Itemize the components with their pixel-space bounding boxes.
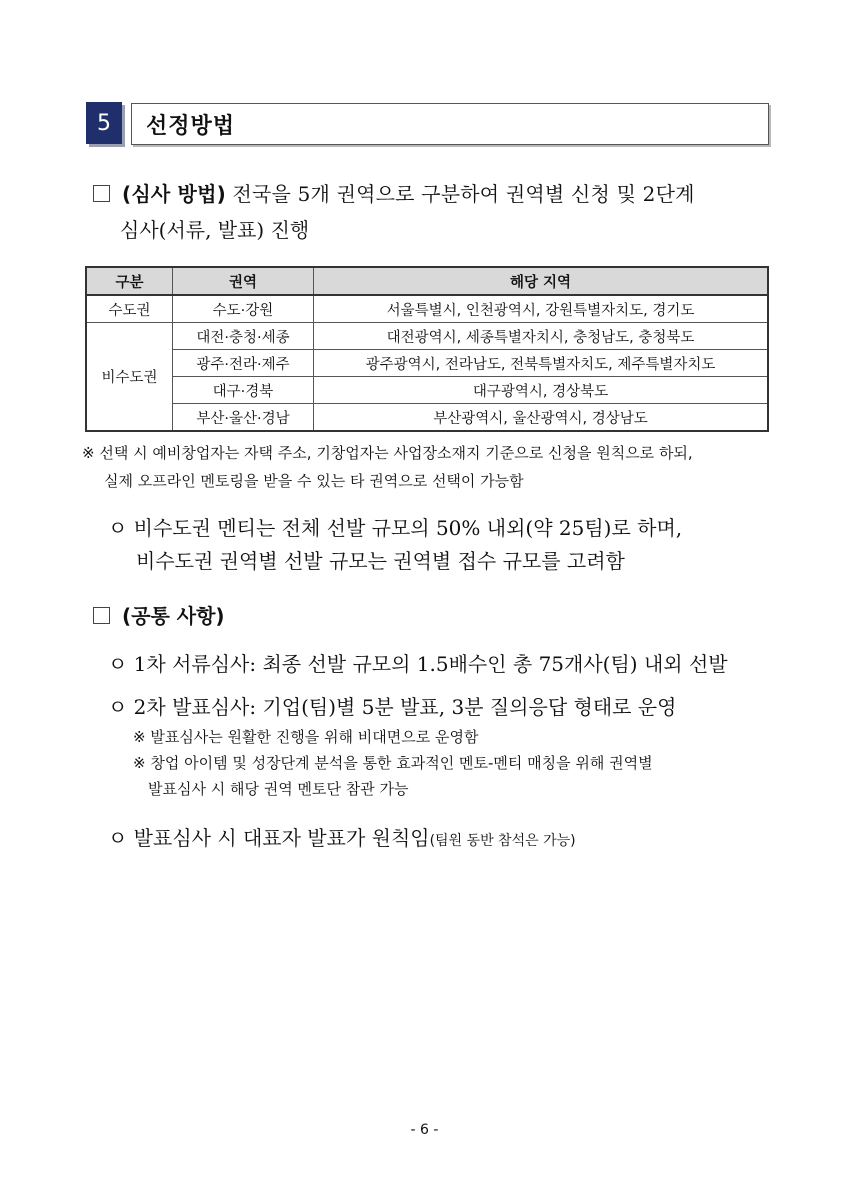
table-row — [86, 295, 768, 323]
table-cell-region: 수도·강원 — [173, 295, 314, 323]
section-number: 5 — [86, 102, 122, 144]
review-method-text-line2: 심사(서류, 발표) 진행 — [120, 218, 310, 242]
table-cell-areas: 서울특별시, 인천광역시, 강원특별자치도, 경기도 — [314, 295, 769, 323]
sub-note-mentor-line2: 발표심사 시 해당 권역 멘토단 참관 가능 — [148, 780, 409, 798]
table-row — [86, 377, 768, 404]
section-title-box — [131, 103, 769, 145]
bullet-non-capital-line2: 비수도권 권역별 선발 규모는 권역별 접수 규모를 고려함 — [136, 549, 625, 573]
region-table — [85, 266, 769, 432]
note-line1: ※ 선택 시 예비창업자는 자택 주소, 기창업자는 사업장소재지 기준으로 신청을 원칙으로 하되, — [82, 444, 693, 462]
table-cell-areas: 부산광역시, 울산광역시, 경상남도 — [314, 404, 769, 432]
section-title: 선정방법 — [146, 113, 236, 139]
table-row — [86, 323, 768, 350]
table-header: 해당 지역 — [314, 267, 769, 295]
table-cell-group: 수도권 — [86, 295, 173, 323]
checkbox-square-icon — [93, 607, 110, 624]
table-header-row — [86, 267, 768, 295]
table-cell-areas: 대전광역시, 세종특별자치시, 충청남도, 충청북도 — [314, 323, 769, 350]
paragraph-review-method — [93, 178, 695, 207]
sub-note-mentor-line1: ※ 창업 아이템 및 성장단계 분석을 통한 효과적인 멘토-멘티 매칭을 위해 권역별 — [133, 754, 653, 772]
paragraph-common — [93, 600, 225, 629]
representative-text: ㅇ 발표심사 시 대표자 발표가 원칙임 — [108, 826, 430, 850]
table-header: 구분 — [86, 267, 173, 295]
representative-note: (팀원 동반 참석은 가능) — [429, 833, 576, 849]
table-cell-region: 광주·전라·제주 — [173, 350, 314, 377]
table-cell-region: 대전·충청·세종 — [173, 323, 314, 350]
sub-note-online: ※ 발표심사는 원활한 진행을 위해 비대면으로 운영함 — [133, 728, 479, 746]
table-header: 권역 — [173, 267, 314, 295]
page-number: - 6 - — [410, 1122, 439, 1138]
bullet-non-capital-line1: ㅇ 비수도권 멘티는 전체 선발 규모의 50% 내외(약 25팀)로 하며, — [108, 516, 683, 540]
bullet-representative — [108, 822, 576, 851]
table-cell-group: 비수도권 — [86, 323, 173, 432]
common-label: (공통 사항) — [122, 604, 225, 628]
checkbox-square-icon — [93, 185, 110, 202]
bullet-presentation-review: ㅇ 2차 발표심사: 기업(팀)별 5분 발표, 3분 질의응답 형태로 운영 — [108, 695, 677, 719]
table-cell-areas: 대구광역시, 경상북도 — [314, 377, 769, 404]
table-cell-region: 부산·울산·경남 — [173, 404, 314, 432]
review-method-label: (심사 방법) — [122, 182, 226, 206]
bullet-document-review: ㅇ 1차 서류심사: 최종 선발 규모의 1.5배수인 총 75개사(팀) 내외 선발 — [108, 652, 728, 676]
table-cell-region: 대구·경북 — [173, 377, 314, 404]
table-row — [86, 404, 768, 432]
table-row — [86, 350, 768, 377]
review-method-text: 전국을 5개 권역으로 구분하여 권역별 신청 및 2단계 — [225, 182, 695, 206]
table-cell-areas: 광주광역시, 전라남도, 전북특별자치도, 제주특별자치도 — [314, 350, 769, 377]
note-line2: 실제 오프라인 멘토링을 받을 수 있는 타 권역으로 선택이 가능함 — [104, 472, 524, 490]
